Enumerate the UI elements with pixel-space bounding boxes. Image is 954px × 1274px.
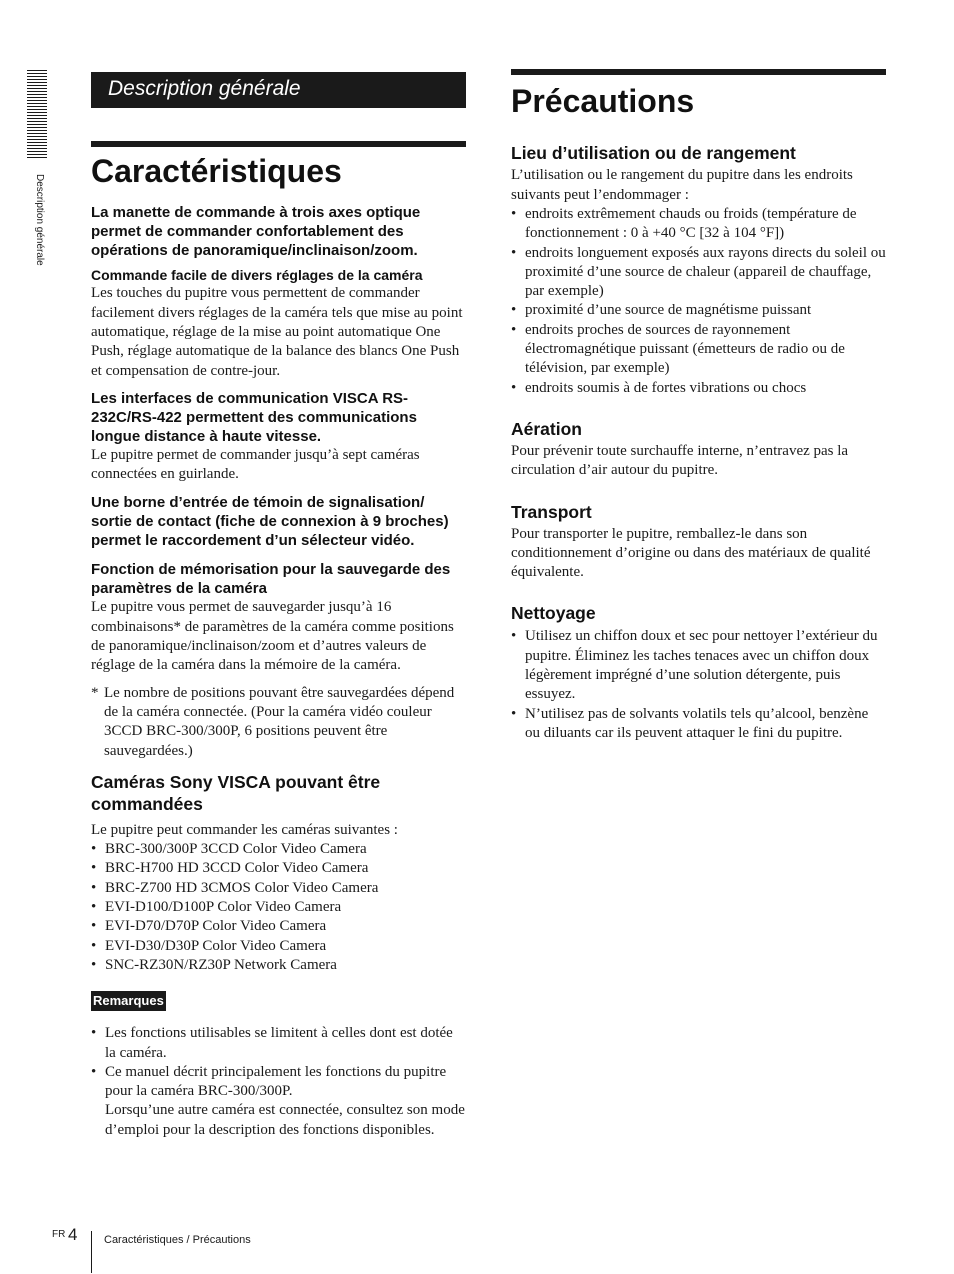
feature-subheading-settings: Commande facile de divers réglages de la caméra [91, 267, 423, 284]
footer-language: FR [52, 1229, 66, 1240]
cleaning-list [511, 627, 886, 743]
feature-heading-visca: Les interfaces de communication VISCA RS-232C/RS-422 permettent des communications longue distance à haute vitesse. [91, 389, 417, 445]
feature-body-visca: Le pupitre permet de commander jusqu’à sept caméras connectées en guirlande. [91, 446, 420, 483]
feature-body-settings: Les touches du pupitre vous permettent de commander facilement divers réglages de la caméra tels que mise au point automatique, réglage de la mise au point automatique One Push, réglage automatique de la balance des blancs One Push et compensation de contre-jour. [91, 285, 463, 379]
feature-heading-joystick: La manette de commande à trois axes optique permet de commander confortablement des opérations de panoramique/inclinaison/zoom. [91, 204, 421, 260]
list-item: • EVI-D70/D70P Color Video Camera [91, 917, 466, 936]
list-item: • endroits extrêmement chauds ou froids (température de fonctionnement : 0 à +40 °C [32 à 104 °F]) [511, 205, 886, 244]
page-title-features: Caractéristiques [91, 153, 342, 189]
footer-page-number: 4 [68, 1225, 78, 1244]
list-item: • BRC-Z700 HD 3CMOS Color Video Camera [91, 879, 466, 898]
left-column [91, 72, 466, 1140]
aeration-body: Pour prévenir toute surchauffe interne, n’entravez pas la circulation d’air autour du pupitre. [511, 442, 849, 479]
list-item: • N’utilisez pas de solvants volatils tels qu’alcool, benzène ou diluants car ils peuvent attaquer le fini du pupitre. [511, 705, 886, 744]
side-tab-marker [27, 70, 47, 158]
page-title-precautions: Précautions [511, 83, 695, 119]
location-heading: Lieu d’utilisation ou de rangement [511, 143, 796, 164]
list-item: • Utilisez un chiffon doux et sec pour nettoyer l’extérieur du pupitre. Éliminez les taches tenaces avec un chiffon doux légèrement imprégné d’une solution détergente, puis essuyez. [511, 627, 886, 704]
footnote [91, 684, 466, 761]
aeration-heading: Aération [511, 418, 582, 439]
right-column [511, 69, 886, 743]
location-intro: L’utilisation ou le rangement du pupitre dans les endroits suivants peut l’endommager : [511, 167, 853, 203]
list-item: • Les fonctions utilisables se limitent à celles dont est dotée la caméra. [91, 1024, 466, 1063]
list-item: • endroits soumis à de fortes vibrations ou chocs [511, 379, 886, 398]
list-item: • proximité d’une source de magnétisme puissant [511, 301, 886, 320]
cameras-intro: Le pupitre peut commander les caméras suivantes : [91, 821, 398, 838]
title-rule [91, 141, 466, 147]
remark-line: Ce manuel décrit principalement les fonctions du pupitre pour la caméra BRC-300/300P. [105, 1063, 447, 1100]
remarks-list [91, 1024, 466, 1140]
camera-list [91, 840, 466, 975]
transport-body: Pour transporter le pupitre, remballez-le dans son conditionnement d’origine ou dans des matériaux de qualité équivalente. [511, 525, 871, 581]
list-item: • endroits proches de sources de rayonnement électromagnétique puissant (émetteurs de radio ou de télévision, par exemple) [511, 321, 886, 379]
section-banner: Description générale [91, 72, 466, 108]
location-list [511, 205, 886, 398]
list-item: • EVI-D100/D100P Color Video Camera [91, 898, 466, 917]
footnote-mark: * [91, 684, 99, 701]
cameras-heading: Caméras Sony VISCA pouvant être commandées [91, 771, 381, 814]
transport-heading: Transport [511, 501, 592, 522]
cleaning-heading: Nettoyage [511, 603, 596, 624]
list-item: • SNC-RZ30N/RZ30P Network Camera [91, 956, 466, 975]
list-item: • BRC-300/300P 3CCD Color Video Camera [91, 840, 466, 859]
remarks-label: Remarques [91, 991, 166, 1011]
feature-heading-tally: Une borne d’entrée de témoin de signalisation/ sortie de contact (fiche de connexion à 9 broches) permet le raccordement d’un sélecteur vidéo. [91, 494, 449, 550]
list-item: • EVI-D30/D30P Color Video Camera [91, 937, 466, 956]
footnote-text: Le nombre de positions pouvant être sauvegardées dépend de la caméra connectée. (Pour la caméra vidéo couleur 3CCD BRC-300/300P, 6 positions peuvent être sauvegardées.) [104, 684, 455, 759]
feature-body-memory: Le pupitre vous permet de sauvegarder jusqu’à 16 combinaisons* de paramètres de la caméra comme positions de panoramique/inclinaison/zoom et d’autres valeurs de réglage de la caméra dans la mémoire de la caméra. [91, 599, 454, 674]
list-item: • endroits longuement exposés aux rayons directs du soleil ou proximité d’une source de chaleur (appareil de chauffage, par exemple) [511, 244, 886, 302]
remark-line: Lorsqu’une autre caméra est connectée, consultez son mode d’emploi pour la description des fonctions disponibles. [105, 1102, 465, 1138]
remarks-label-wrap [91, 991, 466, 1011]
feature-heading-memory: Fonction de mémorisation pour la sauvegarde des paramètres de la caméra [91, 561, 451, 598]
side-tab-label: Description générale [34, 174, 45, 266]
list-item [91, 1063, 466, 1140]
footer-section-title: Caractéristiques / Précautions [104, 1234, 251, 1246]
title-rule [511, 69, 886, 75]
list-item: • BRC-H700 HD 3CCD Color Video Camera [91, 859, 466, 878]
footer-divider [91, 1231, 92, 1273]
